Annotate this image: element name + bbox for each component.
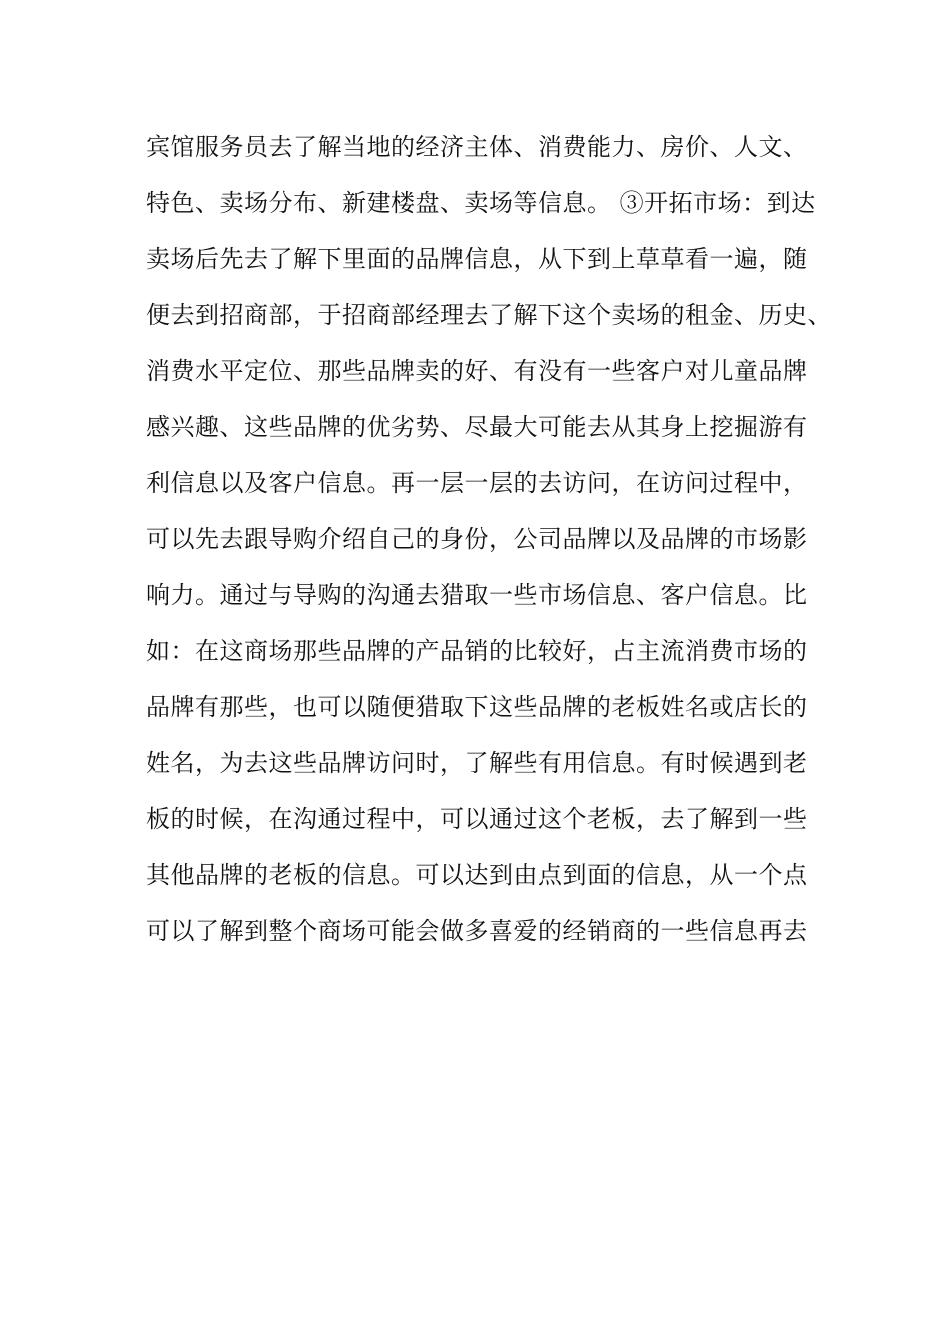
text-line: 可以先去跟导购介绍自己的身份，公司品牌以及品牌的市场影 [146, 525, 808, 553]
text-line: 卖场后先去了解下里面的品牌信息，从下到上草草看一遍，随 [146, 245, 808, 273]
text-line: 如：在这商场那些品牌的产品销的比较好，占主流消费市场的 [146, 637, 808, 665]
text-line: 品牌有那些，也可以随便猎取下这些品牌的老板姓名或店长的 [146, 693, 808, 721]
text-line: 响力。通过与导购的沟通去猎取一些市场信息、客户信息。比 [146, 581, 808, 609]
text-line: 板的时候，在沟通过程中，可以通过这个老板，去了解到一些 [146, 805, 808, 833]
text-line: 其他品牌的老板的信息。可以达到由点到面的信息，从一个点 [146, 861, 808, 889]
text-line: 感兴趣、这些品牌的优劣势、尽最大可能去从其身上挖掘游有 [146, 413, 808, 441]
text-line: 特色、卖场分布、新建楼盘、卖场等信息。 ③开拓市场：到达 [146, 189, 816, 217]
text-line: 消费水平定位、那些品牌卖的好、有没有一些客户对儿童品牌 [146, 357, 808, 385]
text-line: 姓名，为去这些品牌访问时，了解些有用信息。有时候遇到老 [146, 749, 808, 777]
text-line: 便去到招商部，于招商部经理去了解下这个卖场的租金、历史、 [146, 301, 832, 329]
text-line: 利信息以及客户信息。再一层一层的去访问，在访问过程中， [146, 469, 808, 497]
text-line: 可以了解到整个商场可能会做多喜爱的经销商的一些信息再去 [146, 917, 808, 945]
text-line: 宾馆服务员去了解当地的经济主体、消费能力、房价、人文、 [146, 133, 808, 161]
body-paragraph [146, 130, 846, 970]
